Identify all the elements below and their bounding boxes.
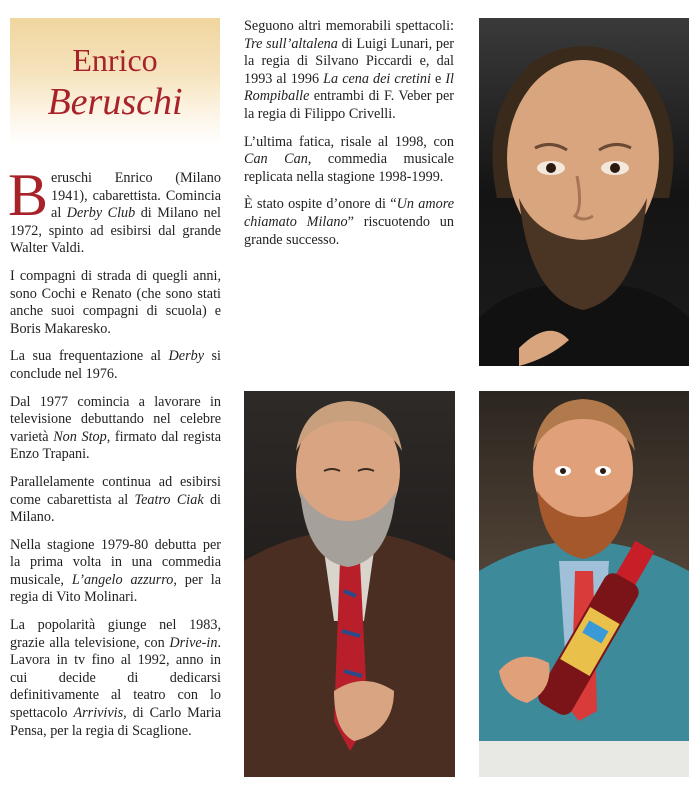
- paragraph-popularity: La popolarità giunge nel 1983, grazie alla televisione, con Drive-in. Lavora in tv fino al 1992, anno in cui decide di dedicarsi definitivamente al teatro con lo spettacolo Arrivivis, di Carlo Maria Pensa, per la regia di Scaglione.: [10, 617, 221, 739]
- photo-portrait-suit: [244, 391, 455, 777]
- paragraph-shows: Seguono altri memorabili spettacoli: Tre sull’altalena di Luigi Lunari, per la regia di Silvano Piccardi e, dal 1993 al 1996 La cena dei cretini e Il Rompiballe entrambi di F. Veber per la regia di Filippo Crivelli.: [244, 18, 454, 122]
- paragraph-intro: Beruschi Enrico (Milano 1941), cabarettista. Comincia al Derby Club di Milano nel 1972, spinto ad esibirsi dal grande Walter Valdi.: [8, 162, 221, 257]
- paragraph-television: Dal 1977 comincia a lavorare in televisione debuttando nel celebre varietà Non Stop, firmato dal regista Enzo Trapani.: [10, 393, 222, 463]
- paragraph-cabaret: Parallelamente continua ad esibirsi come cabarettista al Teatro Ciak di Milano.: [10, 473, 221, 526]
- paragraph-guest: È stato ospite d’onore di “Un amore chiamato Milano” riscuotendo un grande successo.: [244, 196, 454, 248]
- photo-portrait-wine-bottle: [479, 391, 689, 777]
- portrait-photo-icon: [479, 391, 689, 777]
- portrait-photo-icon: [479, 18, 689, 366]
- photo-portrait-closeup: [479, 18, 689, 366]
- drop-cap: B: [8, 162, 49, 228]
- title-last-name: Beruschi: [47, 81, 183, 123]
- title-banner: [10, 18, 220, 146]
- portrait-photo-icon: [244, 391, 455, 777]
- left-text-column: [8, 162, 222, 750]
- paragraph-companions: I compagni di strada di quegli anni, sono Cochi e Renato (che sono stati anche suoi compagni di scuola) e Boris Makaresko.: [10, 267, 221, 337]
- title-first-name: Enrico: [72, 42, 158, 78]
- paragraph-musical: Nella stagione 1979-80 debutta per la prima volta in una commedia musicale, L’angelo azzurro, per la regia di Vito Molinari.: [10, 536, 221, 606]
- middle-text-column: [244, 18, 454, 259]
- paragraph-cancan: L’ultima fatica, risale al 1998, con Can Can, commedia musicale replicata nella stagione 1998-1999.: [244, 133, 454, 185]
- paragraph-derby: La sua frequentazione al Derby si conclude nel 1976.: [10, 348, 221, 382]
